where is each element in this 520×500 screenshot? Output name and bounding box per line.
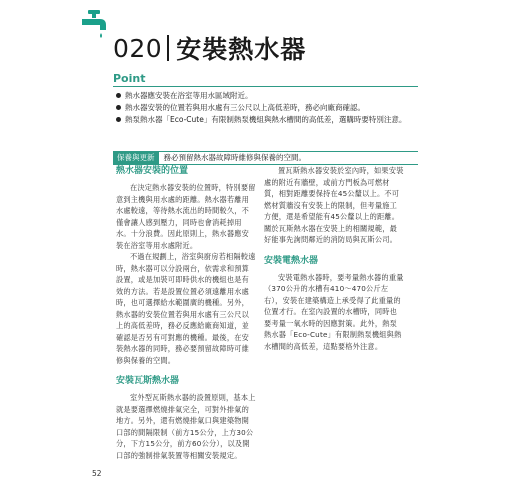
bullet-icon (116, 105, 121, 110)
right-column (264, 165, 404, 352)
chapter-title: 安裝熱水器 (176, 35, 307, 64)
paragraph: 在決定熱水器安裝的位置時，特別要留意到主機與用水處的距離。熱水器若離用水處較遠，等待熱水流出的時間較久，不僅會讓人感到壓力，同時也會消耗掉用水。十分浪費。因此原則上，熱水器應安裝在浴室等用水處附近。 (116, 183, 256, 250)
paragraph: 室外型瓦斯熱水器的設置原則，基本上就是要選擇燃燒排氣完全，可對外排氣的地方。另外，還有燃燒排氣口與建築物開口部的間隔限制（前方15公分，上方30公分，下方15公分，前方60公分），以及開口部的強制排氣裝置等相關安裝規定。 (116, 393, 256, 460)
tip-text: 務必預留熱水器故障時維修與保養的空間。 (163, 153, 306, 162)
paragraph: 置瓦斯熱水器安裝於室內時，如果安裝處的附近有牆壁，或前方門板為可燃材質，相對距離要保持在45公釐以上。不可燃材質牆沒有安裝上的限制，但考量施工方便，還是希望能有45公釐以上的距離。關於瓦斯熱水器在安裝上的相關規範，最好能事先詢問鄰近的消防局與瓦斯公司。 (264, 166, 404, 244)
page-number: 52 (92, 469, 102, 478)
point-list (115, 90, 418, 126)
point-item: 熱水器安裝的位置若與用水處有三公尺以上高低差時，務必向廠商確認。 (115, 102, 418, 113)
left-column (116, 165, 256, 460)
point-item: 熱泵熱水器「Eco-Cute」有限制熱泵機組與熱水槽間的高低差，選購時要特別注意。 (115, 114, 418, 125)
point-box (113, 73, 418, 147)
chapter-header (113, 28, 306, 68)
paragraph: 安裝電熱水器時，要考量熱水器的重量（370公升的水槽有410～470公斤左右），安裝在建築構造上承受得了此重量的位置才行。在室內設置的水槽時，同時也要考量一氧水時的因應對策。此外，熱泵熱水器「Eco-Cute」有限制熱泵機組與熱水槽間的高低差，這點要格外注意。 (264, 272, 404, 351)
paragraph: 不過在規劃上，浴室與廚房若相隔較遠時，熱水器可以分設兩台，依需求和預算設置，或是加裝可即時供水的機組也是有效的方法。若是設置位置必須遠離用水處時，也可選擇給水範圍廣的機種。另外，熱水器的安裝位置若與用水處有三公尺以上的高低差時，務必反應給廠商知道，並確認是否另有可對應的機種。最後，在安裝熱水器的同時，務必要預留故障時可維修與保養的空間。 (116, 252, 256, 365)
chapter-separator (167, 35, 169, 61)
section-title-electric: 安裝電熱水器 (264, 255, 319, 266)
bullet-icon (116, 117, 121, 122)
faucet-icon (78, 8, 110, 40)
point-divider (113, 86, 418, 87)
section-title-position: 熱水器安裝的位置 (116, 166, 189, 176)
point-item: 熱水器應安裝在浴室等用水區域附近。 (115, 90, 418, 101)
bullet-icon (116, 93, 121, 98)
section-title-gas: 安裝瓦斯熱水器 (116, 376, 180, 386)
tip-tag: 保養與更新 (113, 152, 159, 164)
point-label: Point (113, 72, 146, 85)
chapter-number: 020 (113, 33, 163, 63)
maintenance-tip-bar (113, 151, 418, 165)
